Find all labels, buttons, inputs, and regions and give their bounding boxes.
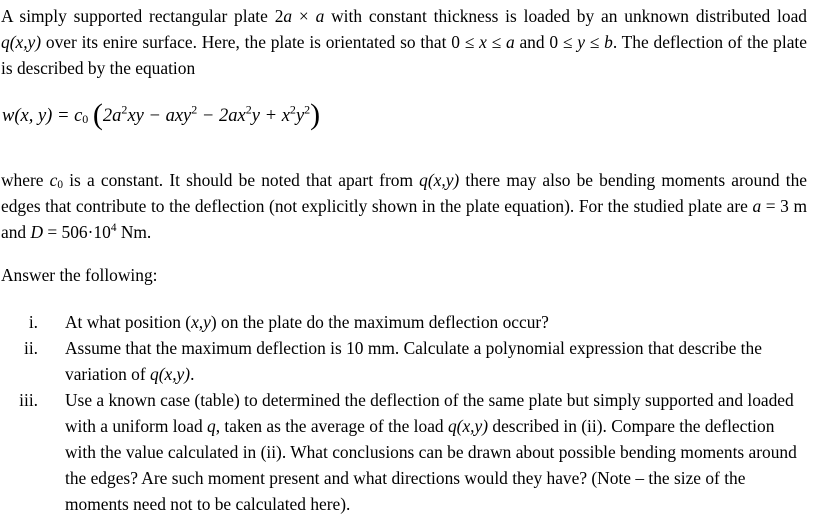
constants-paragraph: where $c_0$ is a constant. It should be noted that apart from q(x,y) there may also be bending moments around the edges that contribute to the deflection (not explicitly shown in the plate equation). For the studied plate are a = 3 m and $D = 506\cdot 10^4$ Nm. <box>1 170 807 242</box>
left-paren: ( <box>92 98 103 131</box>
right-paren: ) <box>310 98 321 131</box>
question-list <box>0 309 818 517</box>
question-text: Assume that the maximum deflection is 10 mm. Calculate a polynomial expression that describe the variation of q(x,y). <box>65 338 762 384</box>
question-number: iii. <box>19 390 38 410</box>
question-number: ii. <box>23 338 38 358</box>
question-number: i. <box>28 312 38 332</box>
question-i <box>0 309 818 335</box>
answer-heading: Answer the following: <box>1 265 158 285</box>
question-text: At what position (x,y) on the plate do the maximum deflection occur? <box>65 312 549 332</box>
question-text: Use a known case (table) to determined the deflection of the same plate but simply supported and loaded with a uniform load q, taken as the average of the load q(x,y) described in (ii). Compare the deflection with the value calculated in (ii). What conclusions can be drawn about possible bending moments around the edges? Are such moment present and what directions would they have? (Note – the size of the moments need not to be calculated here). <box>65 390 797 514</box>
question-iii <box>0 387 818 517</box>
question-ii <box>0 335 818 387</box>
deflection-equation: w(x, $y) = c_0$ $(2a^2xy - axy^2 - 2ax^2y + x^2y^2)$ <box>2 98 321 131</box>
problem-intro: A simply supported rectangular plate 2a × a with constant thickness is loaded by an unknown distributed load q(x,y) over its enire surface. Here, the plate is orientated so that 0 ≤ x ≤ a and 0 ≤ y ≤ b. The deflection of the plate is described by the equation <box>1 6 807 78</box>
